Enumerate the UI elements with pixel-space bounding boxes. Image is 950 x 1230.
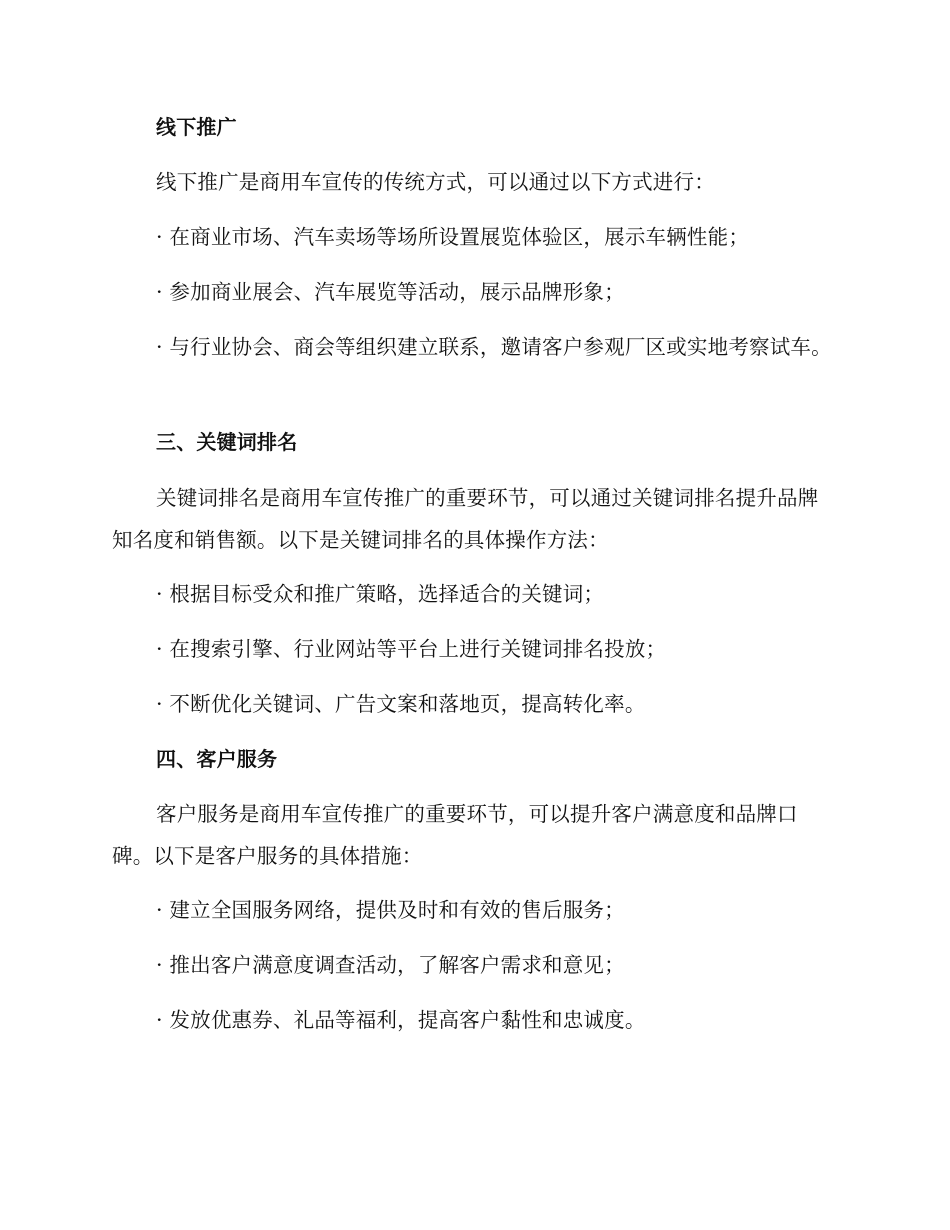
section-heading-offline: 线下推广 bbox=[156, 115, 237, 139]
list-item: · 参加商业展会、汽车展览等活动，展示品牌形象； bbox=[156, 280, 625, 304]
section-intro-offline: 线下推广是商用车宣传的传统方式，可以通过以下方式进行： bbox=[156, 170, 715, 194]
list-item: · 推出客户满意度调查活动，了解客户需求和意见； bbox=[156, 953, 625, 977]
section-heading-keyword-ranking: 三、关键词排名 bbox=[156, 430, 298, 454]
list-item: · 根据目标受众和推广策略，选择适合的关键词； bbox=[156, 582, 605, 606]
section-heading-customer-service: 四、客户服务 bbox=[156, 747, 278, 771]
list-item: · 在搜索引擎、行业网站等平台上进行关键词排名投放； bbox=[156, 637, 667, 661]
list-item: · 在商业市场、汽车卖场等场所设置展览体验区，展示车辆性能； bbox=[156, 225, 750, 249]
list-item: · 不断优化关键词、广告文案和落地页，提高转化率。 bbox=[156, 692, 646, 716]
list-item: · 建立全国服务网络，提供及时和有效的售后服务； bbox=[156, 898, 625, 922]
list-item: · 与行业协会、商会等组织建立联系，邀请客户参观厂区或实地考察试车。 bbox=[156, 335, 832, 359]
section-intro-keyword-ranking: 关键词排名是商用车宣传推广的重要环节，可以通过关键词排名提升品牌知名度和销售额。以下是关键词排名的具体操作方法： bbox=[112, 486, 819, 552]
list-item: · 发放优惠券、礼品等福利，提高客户黏性和忠诚度。 bbox=[156, 1008, 646, 1032]
section-intro-customer-service: 客户服务是商用车宣传推广的重要环节，可以提升客户满意度和品牌口碑。以下是客户服务的具体措施： bbox=[112, 802, 798, 868]
